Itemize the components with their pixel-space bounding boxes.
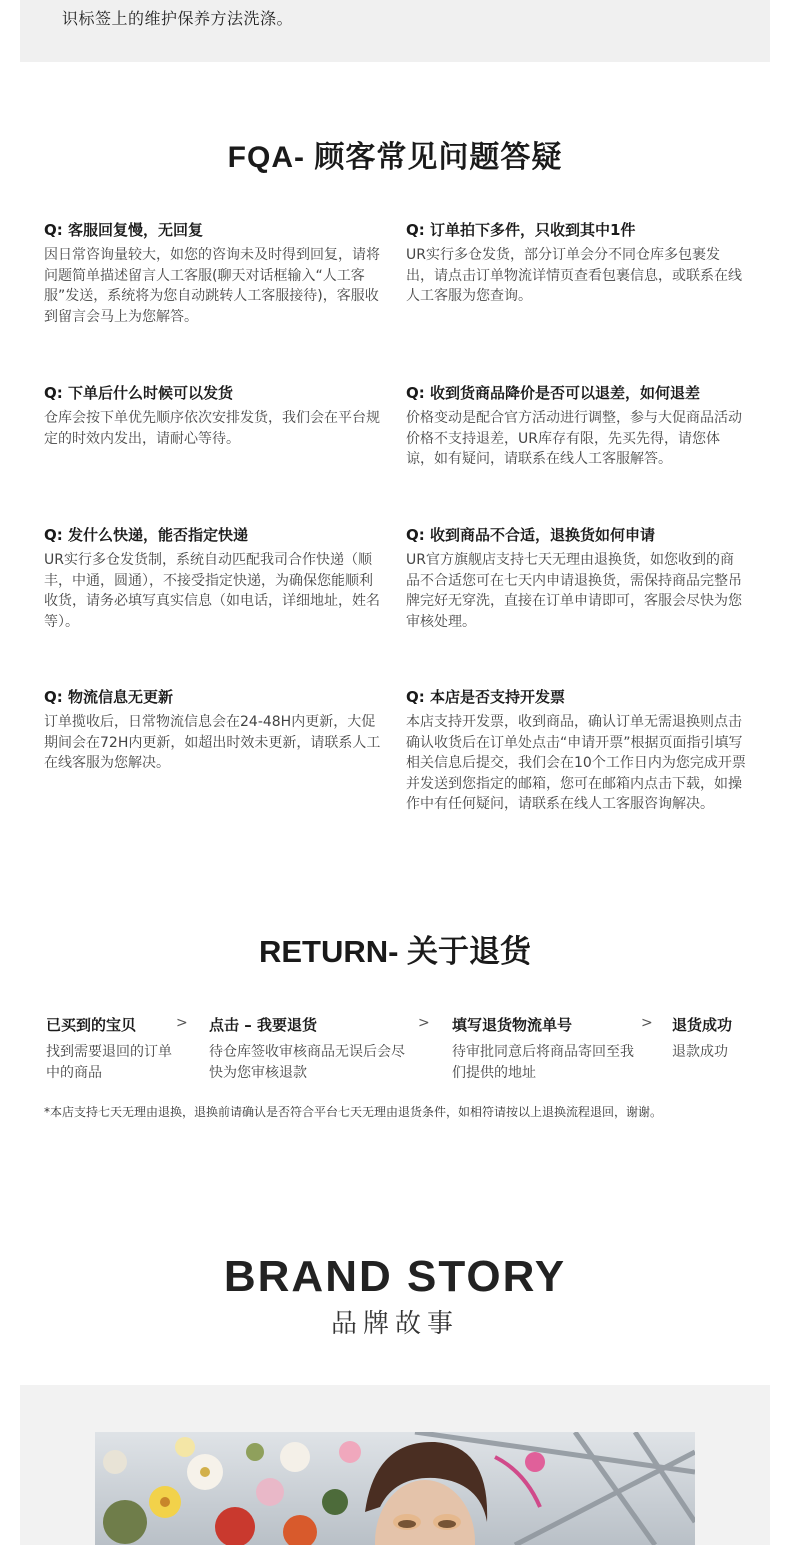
faq-question: Q: 客服回复慢，无回复 — [44, 221, 203, 239]
faq-question: Q: 本店是否支持开发票 — [406, 688, 565, 706]
faq-item-shipping-time — [44, 382, 384, 449]
return-step-title: 退货成功 — [672, 1016, 733, 1034]
faq-item-partial-delivery — [406, 219, 746, 307]
return-policy-note: *本店支持七天无理由退换，退换前请确认是否符合平台七天无理由退货条件，如相符请按以上退换流程退回，谢谢。 — [44, 1105, 663, 1119]
return-step-title: 已买到的宝贝 — [46, 1016, 137, 1034]
faq-question: Q: 物流信息无更新 — [44, 688, 173, 706]
chevron-right-icon: > — [418, 1015, 430, 1031]
return-step-title: 点击 – 我要退货 — [209, 1016, 317, 1034]
faq-item-courier — [44, 524, 384, 632]
brand-story-title: BRAND STORY — [223, 1252, 567, 1301]
faq-answer: 因日常咨询量较大，如您的咨询未及时得到回复，请将问题简单描述留言人工客服(聊天对话框输入“人工客服”发送，系统将为您自动跳转人工客服接待)，客服收到留言会马上为您解答。 — [44, 247, 380, 325]
return-step-3 — [452, 1014, 637, 1084]
faq-question: Q: 收到货商品降价是否可以退差，如何退差 — [406, 384, 700, 402]
faq-answer: UR官方旗舰店支持七天无理由退换货，如您收到的商品不合适您可在七天内申请退换货，需保持商品完整吊牌完好无穿洗，直接在订单申请即可，客服会尽快为您审核处理。 — [406, 552, 742, 630]
brand-story-photo-art — [95, 1432, 695, 1545]
faq-answer: 仓库会按下单优先顺序依次安排发货，我们会在平台规定的时效内发出，请耐心等待。 — [44, 410, 380, 447]
care-note-text: 识标签上的维护保养方法洗涤。 — [62, 9, 294, 28]
return-step-4 — [672, 1014, 762, 1063]
faq-answer: 本店支持开发票，收到商品，确认订单无需退换则点击确认收货后在订单处点击“申请开票”根据页面指引填写相关信息后提交，我们会在10个工作日内为您完成开票并发送到您指定的邮箱，您可在邮箱内点击下载，如操作中有任何疑问，请联系在线人工客服咨询解决。 — [406, 714, 746, 812]
faq-answer: UR实行多仓发货制，系统自动匹配我司合作快递（顺丰，中通，圆通），不接受指定快递，为确保您能顺利收货，请务必填写真实信息（如电话，详细地址，姓名等）。 — [44, 552, 380, 630]
return-section-title: RETURN- 关于退货 — [258, 934, 532, 969]
faq-question: Q: 下单后什么时候可以发货 — [44, 384, 233, 402]
faq-question: Q: 发什么快递，能否指定快递 — [44, 526, 248, 544]
faq-answer: 价格变动是配合官方活动进行调整，参与大促商品活动价格不支持退差，UR库存有限，先买先得，请您体谅，如有疑问，请联系在线人工客服解答。 — [406, 410, 742, 467]
faq-item-price-refund — [406, 382, 746, 470]
return-step-1 — [46, 1014, 176, 1084]
chevron-right-icon: > — [176, 1015, 188, 1031]
faq-item-logistics — [44, 686, 384, 774]
faq-answer: 订单揽收后，日常物流信息会在24-48H内更新，大促期间会在72H内更新，如超出时效未更新，请联系人工在线客服为您解决。 — [44, 714, 381, 771]
return-step-title: 填写退货物流单号 — [452, 1016, 573, 1034]
return-step-desc: 待审批同意后将商品寄回至我们提供的地址 — [452, 1044, 634, 1081]
faq-answer: UR实行多仓发货，部分订单会分不同仓库多包裹发出，请点击订单物流详情页查看包裹信息，或联系在线人工客服为您查询。 — [406, 247, 742, 304]
faq-item-return-request — [406, 524, 746, 632]
faq-section-title: FQA- 顾客常见问题答疑 — [227, 141, 563, 174]
faq-question: Q: 订单拍下多件，只收到其中1件 — [406, 221, 636, 239]
brand-story-subtitle: 品牌故事 — [330, 1309, 459, 1339]
faq-item-slow-reply — [44, 219, 384, 327]
faq-item-invoice — [406, 686, 746, 815]
return-step-2 — [209, 1014, 409, 1084]
return-step-desc: 退款成功 — [672, 1044, 728, 1060]
return-step-desc: 找到需要退回的订单中的商品 — [46, 1044, 172, 1081]
brand-story-photo — [95, 1432, 695, 1545]
faq-question: Q: 收到商品不合适，退换货如何申请 — [406, 526, 655, 544]
return-step-desc: 待仓库签收审核商品无误后会尽快为您审核退款 — [209, 1044, 405, 1081]
chevron-right-icon: > — [641, 1015, 653, 1031]
